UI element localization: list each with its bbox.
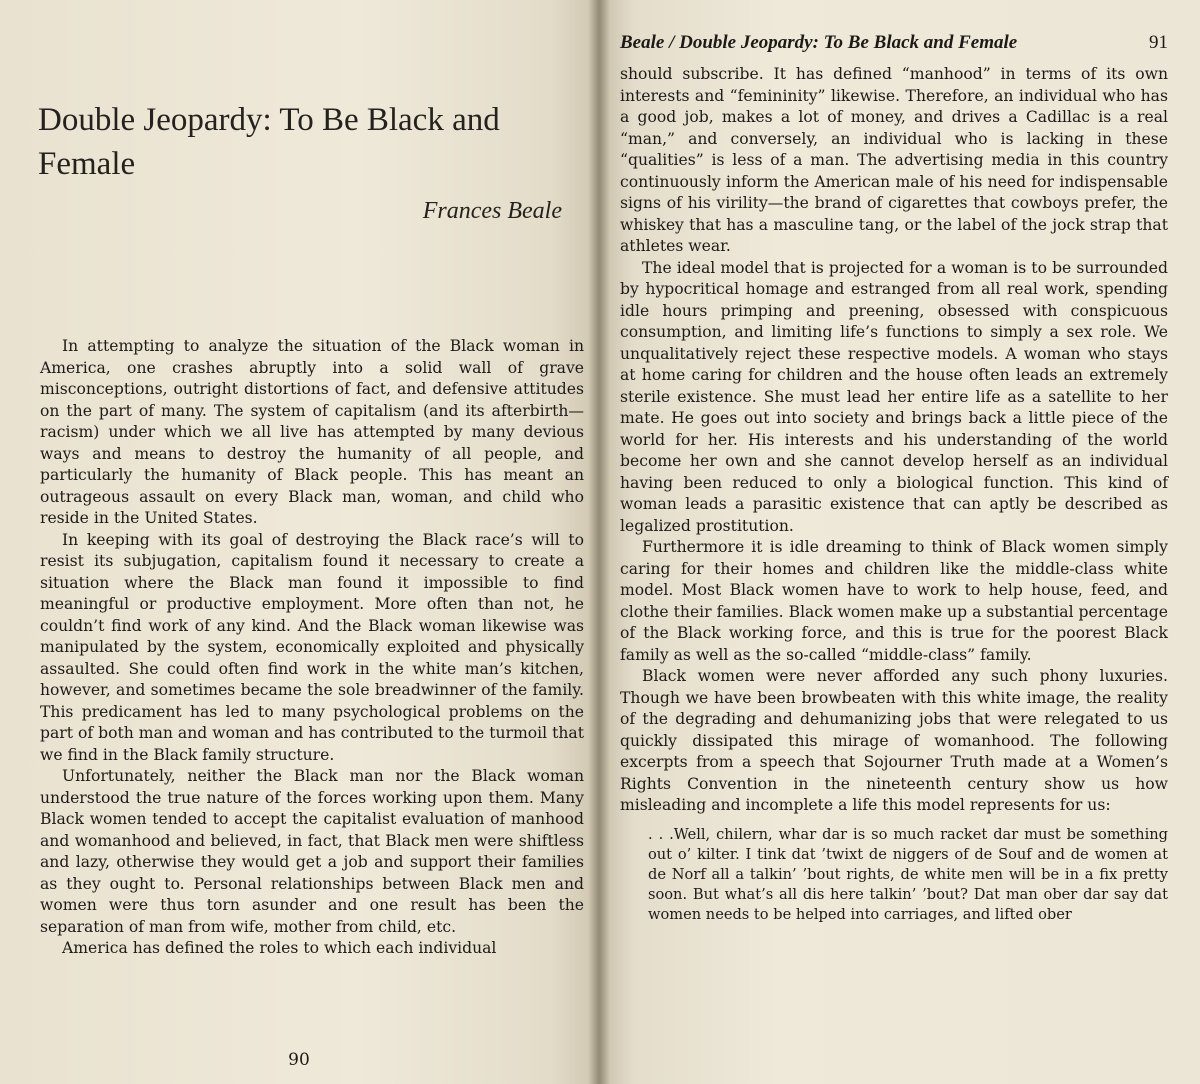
running-head-title: Beale / Double Jeopardy: To Be Black and Female	[620, 32, 1018, 53]
paragraph: The ideal model that is projected for a woman is to be surrounded by hypocritical homage and estranged from all real work, spending idle hours primping and preening, obsessed with conspicuous consumption, and limiting life’s functions to simply a sex role. We unqualitatively reject these respective models. A woman who stays at home caring for children and the house often leads an extremely sterile existence. She must lead her entire life as a satellite to her mate. He goes out into society and brings back a little piece of the world for her. His interests and his understanding of the world become her own and she cannot develop herself as an individual having been reduced to only a biological function. This kind of woman leads a parasitic existence that can aptly be described as legalized prostitution.	[620, 258, 1168, 535]
right-body-text	[620, 64, 1168, 925]
sojourner-truth-extract: . . .Well, chilern, whar dar is so much racket dar must be something out o’ kilter. I tink dat ’twixt de niggers of de Souf and de women at de Norf all a talkin’ ’bout rights, de white men will be in a fix pretty soon. But what’s all dis here talkin’ ’bout? Dat man ober dar say dat women needs to be helped into carriages, and lifted ober	[648, 825, 1168, 923]
right-page-number: 91	[1149, 32, 1168, 53]
book-gutter	[588, 0, 610, 1084]
left-page	[0, 0, 598, 1084]
paragraph: In keeping with its goal of destroying the Black race’s will to resist its subjugation, capitalism found it necessary to create a situation where the Black man found it impossible to find meaningful or productive employment. More often than not, he couldn’t find work of any kind. And the Black woman likewise was manipulated by the system, economically exploited and physically assaulted. She could often find work in the white man’s kitchen, however, and sometimes became the sole breadwinner of the family. This predicament has led to many psychological problems on the part of both man and woman and has contributed to the turmoil that we find in the Black family structure.	[40, 530, 584, 764]
paragraph: Black women were never afforded any such phony luxuries. Though we have been browbeaten with this white image, the reality of the degrading and dehumanizing jobs that were relegated to us quickly dissipated this mirage of womanhood. The following excerpts from a speech that Sojourner Truth made at a Women’s Rights Convention in the nineteenth century show us how misleading and incomplete a life this model represents for us:	[620, 667, 1168, 814]
author-name: Frances Beale	[422, 198, 562, 224]
paragraph: America has defined the roles to which each individual	[62, 939, 497, 957]
paragraph-continuation: should subscribe. It has defined “manhood” in terms of its own interests and “femininity” likewise. Therefore, an individual who has a good job, makes a lot of money, and drives a Cadillac is a real “man,” and conversely, an individual who is lacking in these “qualities” is less of a man. The advertising media in this country continuously inform the American male of his need for indispensable signs of his virility—the brand of cigarettes that cowboys prefer, the whiskey that has a masculine tang, or the label of the jock strap that athletes wear.	[620, 65, 1168, 255]
paragraph: Unfortunately, neither the Black man nor the Black woman understood the true nature of the forces working upon them. Many Black women tended to accept the capitalist evaluation of manhood and womanhood and believed, in fact, that Black men were shiftless and lazy, otherwise they would get a job and support their families as they ought to. Personal relationships between Black men and women were thus torn asunder and one result has been the separation of man from wife, mother from child, etc.	[40, 767, 584, 936]
running-head	[620, 32, 1168, 54]
paragraph: Furthermore it is idle dreaming to think of Black women simply caring for their homes and children like the middle-class white model. Most Black women have to work to help house, feed, and clothe their families. Black women make up a substantial percentage of the Black working force, and this is true for the poorest Black family as well as the so-called “middle-class” family.	[620, 538, 1168, 664]
left-page-number: 90	[288, 1050, 310, 1070]
paragraph: In attempting to analyze the situation of the Black woman in America, one crashes abruptly into a solid wall of grave misconceptions, outright distortions of fact, and defensive attitudes on the part of many. The system of capitalism (and its afterbirth—racism) under which we all live has attempted by many devious ways and means to destroy the humanity of all people, and particularly the humanity of Black people. This has meant an outrageous assault on every Black man, woman, and child who reside in the United States.	[40, 337, 584, 527]
left-body-text	[40, 336, 584, 960]
chapter-title: Double Jeopardy: To Be Black and Female	[38, 102, 500, 182]
